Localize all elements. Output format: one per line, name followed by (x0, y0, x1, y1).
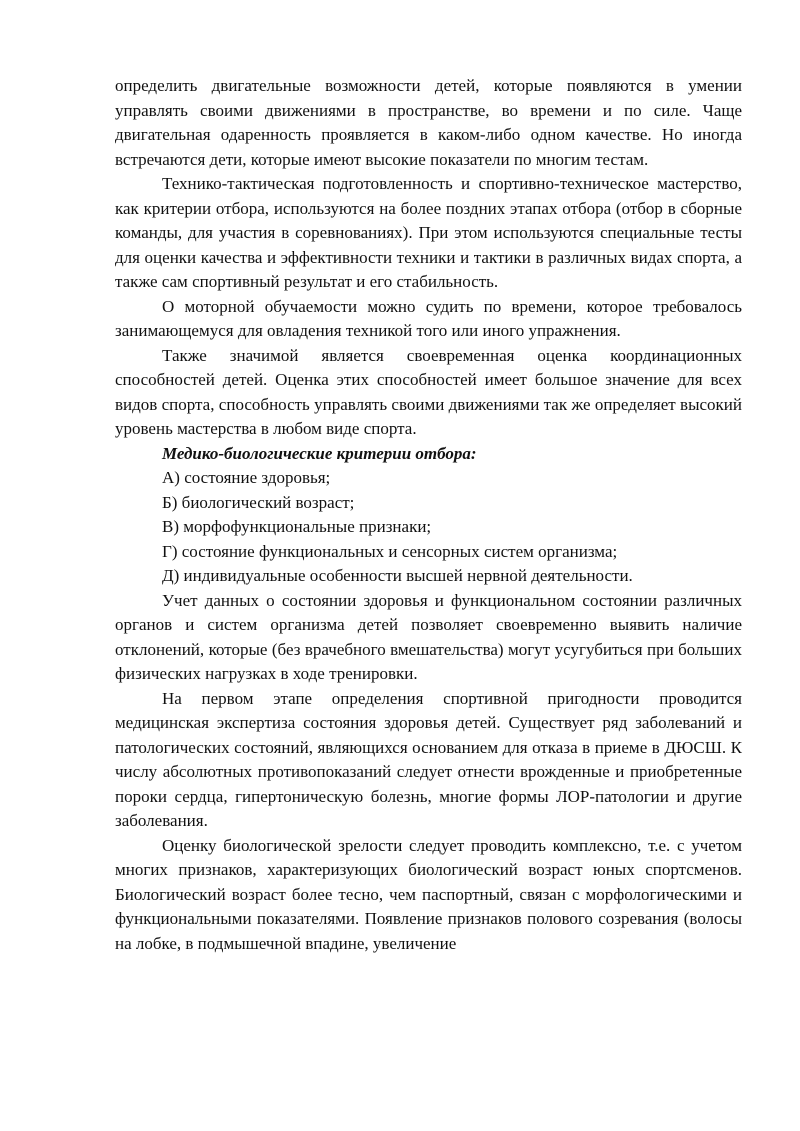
document-body (115, 74, 742, 956)
paragraph-motor-learning: О моторной обучаемости можно судить по времени, которое требовалось занимающемуся для овладения техникой того или иного упражнения. (115, 296, 742, 340)
paragraph-health-data: Учет данных о состоянии здоровья и функциональном состоянии различных органов и систем организма детей позволяет своевременно выявить наличие отклонений, которые (без врачебного вмешательства) могут усугубиться при больших физических нагрузках в ходе тренировки. (115, 590, 742, 683)
criteria-item-a: А) состояние здоровья; (162, 468, 331, 487)
paragraph-biological-maturity: Оценку биологической зрелости следует проводить комплексно, т.е. с учетом многих признаков, характеризующих биологический возраст юных спортсменов. Биологический возраст более тесно, чем паспортный, связан с морфологическими и функциональными показателями. Появление признаков полового созревания (волосы на лобке, в подмышечной впадине, увеличение (115, 835, 742, 953)
paragraph-medical-examination: На первом этапе определения спортивной пригодности проводится медицинская экспертиза состояния здоровья детей. Существует ряд заболеваний и патологических состояний, являющихся основанием для отказа в приеме в ДЮСШ. К числу абсолютных противопоказаний следует отнести врожденные и приобретенные пороки сердца, гипертоническую болезнь, многие формы ЛОР-патологии и другие заболевания. (115, 688, 742, 830)
criteria-item-g: Г) состояние функциональных и сенсорных систем организма; (162, 541, 618, 561)
paragraph-motor-abilities: определить двигательные возможности детей, которые появляются в умении управлять своими движениями в пространстве, во времени и по силе. Чаще двигательная одаренность проявляется в каком-либо одном качестве. Но иногда встречаются дети, которые имеют высокие показатели по многим тестам. (115, 76, 742, 169)
criteria-item-b: Б) биологический возраст; (162, 492, 355, 512)
criteria-item-d: Д) индивидуальные особенности высшей нервной деятельности. (162, 566, 633, 585)
paragraph-coordination: Также значимой является своевременная оценка координационных способностей детей. Оценка этих способностей имеет большое значение для всех видов спорта, способность управлять своими движениями так же определяет высокий уровень мастерства в любом виде спорта. (115, 345, 742, 438)
section-heading: Медико-биологические критерии отбора: (162, 443, 477, 463)
criteria-item-v: В) морфофункциональные признаки; (162, 517, 432, 536)
paragraph-technical-tactical: Технико-тактическая подготовленность и спортивно-техническое мастерство, как критерии отбора, используются на более поздних этапах отбора (отбор в сборные команды, для участия в соревнованиях). При этом используются специальные тесты для оценки качества и эффективности техники и тактики в различных видах спорта, а также сам спортивный результат и его стабильность. (115, 174, 742, 291)
